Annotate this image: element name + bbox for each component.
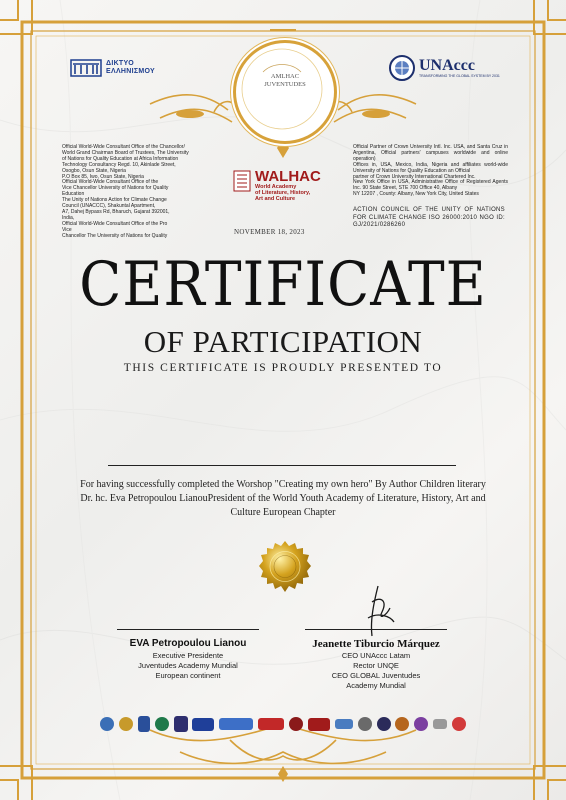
left-info-line: of Nations for Quality Education at Africa Information — [62, 155, 179, 162]
signatory-roles-right — [300, 651, 452, 691]
partner-logo-16 — [433, 719, 447, 729]
right-info-line: Offices in, USA, Mexico, India, Nigeria and affiliates world-wide University of Nations for Quality Education an Official — [353, 161, 508, 174]
greek-temple-icon — [70, 58, 102, 78]
signatory-name-right: Jeanette Tiburcio Márquez — [312, 638, 440, 650]
signatory-role: CEO UNAccc Latam — [341, 651, 411, 660]
right-info-line: NY 12207 , County: Albany, New York City, United States — [353, 191, 479, 198]
action-council-text: ACTION COUNCIL OF THE UNITY OF NATIONS FOR CLIMATE CHANGE ISO 26000:2010 NGO ID: GJ/2021/0286260 — [353, 207, 505, 229]
left-info-line: The Unity of Nations Action for Climate Change — [62, 197, 167, 204]
signatory-role: European continent — [155, 671, 221, 680]
partner-logo-15 — [414, 717, 428, 731]
signatory-role: Academy Mundial — [346, 681, 406, 690]
juventudes-medallion — [233, 40, 337, 144]
unaccc-title: UNAccc — [419, 57, 475, 74]
left-info-line: A7, Dahej Bypass Rd, Bharuch, Gujarat 392001, — [62, 208, 170, 215]
gold-seal-icon — [258, 540, 312, 594]
left-info-line: Vice Chancellor University of Nations for Quality — [62, 185, 169, 192]
handwritten-signature — [360, 582, 400, 640]
partner-logo-17 — [452, 717, 466, 731]
partner-logo-14 — [395, 717, 409, 731]
certificate-subtitle: OF PARTICIPATION — [143, 324, 423, 359]
partner-logo-12 — [358, 717, 372, 731]
walhac-emblem-icon — [233, 170, 251, 192]
european-qualifications-logo — [219, 718, 253, 730]
partner-logo-2 — [119, 717, 133, 731]
partner-logo-4 — [155, 717, 169, 731]
walhac-title: WALHAC — [255, 168, 321, 185]
diktyo-ellinismou-logo — [70, 58, 155, 78]
certificate-date: NOVEMBER 18, 2023 — [234, 228, 305, 236]
amlhac-logo — [308, 718, 330, 731]
left-info-line: World Grand Chairman Board of Trustees, The University — [62, 149, 189, 156]
left-info-line: Official World-Wide Consultant Office of the Pro — [62, 220, 168, 227]
left-logo-line-2: ΕΛΛΗΝΙΣΜΟΥ — [106, 68, 156, 75]
left-info-line: Osogbo, Osun State, Nigeria — [62, 167, 126, 174]
signatory-role: Juventudes Academy Mundial — [138, 661, 238, 670]
unaccc-tagline: TRANSFORMING THE GLOBAL SYSTEM BY 2031 — [419, 74, 500, 78]
right-affiliation-text — [353, 145, 508, 198]
signature-line-left — [117, 629, 259, 630]
signatory-role: Rector UNQE — [353, 661, 399, 670]
partner-logo-9 — [289, 717, 303, 731]
left-info-line: Technology Consultancy Regd. 10, Akinlade Street, — [62, 161, 176, 168]
left-info-line: Official World-Wide Consultant Office of the — [62, 179, 159, 186]
right-info-line: New York Office in USA, Administrative Office of Registered Agents Inc. 90 State Street, STE 700 Office 40, Albany — [353, 179, 508, 192]
left-logo-line-1: ΔΙΚΤΥΟ — [106, 60, 134, 67]
left-info-line: India, — [62, 214, 75, 221]
signatory-name-left: EVA Petropoulou Lianou — [129, 638, 247, 649]
unaccc-logo — [388, 54, 500, 82]
partner-logos-row — [100, 712, 466, 736]
left-info-line: Council (UNACCC), Shakuntal Apartment, — [62, 203, 156, 210]
left-affiliation-text — [62, 145, 222, 240]
left-info-line: Chancellor The University of Nations for Quality — [62, 232, 168, 239]
certificate-body-text: For having successfully completed the Worshop "Creating my own hero" By Author Children literary Dr. hc. Eva Petropoulou LianouPresident of the World Youth Academy of Literature, History, Art and Culture European Chapter — [80, 479, 486, 518]
globe-icon — [388, 54, 416, 82]
walhac-logo — [233, 170, 321, 202]
altm-logo — [258, 718, 284, 730]
left-info-line: Education — [62, 191, 85, 198]
certificate-title: CERTIFICATE — [79, 248, 487, 320]
partner-logo-11 — [335, 719, 353, 729]
right-info-line: partner of Crown University International Chartered Inc. — [353, 173, 476, 180]
medallion-line-1: AMLHAC — [270, 73, 300, 80]
eu-flag-logo — [192, 718, 214, 731]
walhac-sub-2: of Literature, History, — [255, 190, 311, 196]
signatory-role: Executive Presidente — [152, 651, 224, 660]
walhac-sub-1: World Academy — [255, 184, 297, 190]
signatory-roles-left — [100, 651, 276, 681]
unesco-logo — [138, 716, 150, 732]
walhac-sub-3: Art and Culture — [255, 196, 296, 202]
signatory-role: CEO GLOBAL Juventudes — [331, 671, 421, 680]
recipient-name-line — [108, 465, 456, 466]
signature-line-right — [305, 629, 447, 630]
left-info-line: P.O Box 85, Iwo, Osun State, Nigeria — [62, 173, 144, 180]
presented-to-text: THIS CERTIFICATE IS PROUDLY PRESENTED TO — [123, 362, 443, 374]
right-info-line: Official Partner of Crown University Intl. Inc. USA, and Santa Cruz in Argentina, Official partners' campuses worldwide and online operation) — [353, 144, 508, 162]
left-info-line: Vice — [62, 226, 72, 233]
partner-logo-5 — [174, 716, 188, 732]
medallion-line-2: JUVENTUDES — [264, 81, 306, 88]
ornament-icon — [233, 40, 331, 138]
partner-logo-13 — [377, 717, 391, 731]
partner-logo-1 — [100, 717, 114, 731]
left-info-line: Official World-Wide Consultant Office of the Chancellor/ — [62, 144, 185, 150]
